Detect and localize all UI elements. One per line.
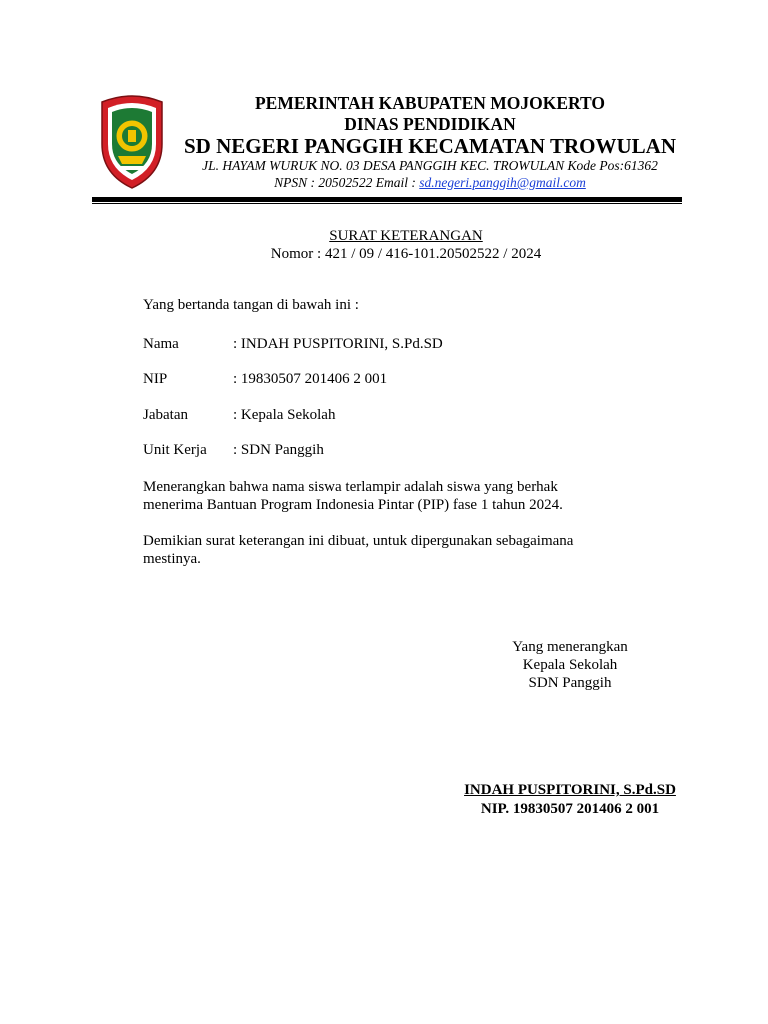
letterhead-divider-thin (92, 203, 682, 204)
document-number: Nomor : 421 / 09 / 416-101.20502522 / 2024 (270, 246, 542, 262)
field-value-work-unit: : SDN Panggih (233, 442, 324, 458)
signature-line-3: SDN Panggih (528, 675, 612, 691)
closing-paragraph (143, 532, 703, 568)
field-value-nip: : 19830507 201406 2 001 (233, 371, 388, 387)
npsn-email-label: NPSN : 20502522 Email : (274, 175, 420, 190)
letterhead-contact (170, 175, 690, 191)
field-label-nip: NIP (143, 371, 168, 387)
letterhead-department: DINAS PENDIDIKAN (344, 114, 516, 134)
mojokerto-regency-emblem-icon (98, 92, 166, 190)
field-label-name: Nama (143, 336, 179, 352)
signature-heading (455, 638, 685, 692)
closing-line-1: Demikian surat keterangan ini dibuat, untuk dipergunakan sebagaimana (143, 533, 574, 549)
letterhead-government: PEMERINTAH KABUPATEN MOJOKERTO (254, 93, 606, 113)
document-title-text: SURAT KETERANGAN (329, 228, 483, 244)
letterhead-address: JL. HAYAM WURUK NO. 03 DESA PANGGIH KEC. TROWULAN Kode Pos:61362 (202, 158, 658, 173)
field-label-work-unit: Unit Kerja (143, 442, 207, 458)
email-link[interactable]: sd.negeri.panggih@gmail.com (419, 175, 586, 190)
letterhead-divider-thick (92, 197, 682, 202)
statement-line-1: Menerangkan bahwa nama siswa terlampir adalah siswa yang berhak (143, 479, 558, 495)
field-value-name: : INDAH PUSPITORINI, S.Pd.SD (233, 336, 443, 352)
signatory-name: INDAH PUSPITORINI, S.Pd.SD (464, 782, 676, 798)
field-value-position: : Kepala Sekolah (233, 407, 336, 423)
statement-line-2: menerima Bantuan Program Indonesia Pintar (PIP) fase 1 tahun 2024. (143, 497, 563, 513)
statement-paragraph (143, 478, 703, 514)
signatory-nip: NIP. 19830507 201406 2 001 (480, 801, 660, 817)
closing-line-2: mestinya. (143, 551, 201, 567)
document-title (100, 228, 712, 245)
signature-line-2: Kepala Sekolah (522, 657, 618, 673)
letterhead-school-name: SD NEGERI PANGGIH KECAMATAN TROWULAN (184, 134, 676, 158)
field-label-position: Jabatan (143, 407, 188, 423)
signature-line-1: Yang menerangkan (512, 639, 628, 655)
intro-sentence: Yang bertanda tangan di bawah ini : (143, 297, 359, 313)
